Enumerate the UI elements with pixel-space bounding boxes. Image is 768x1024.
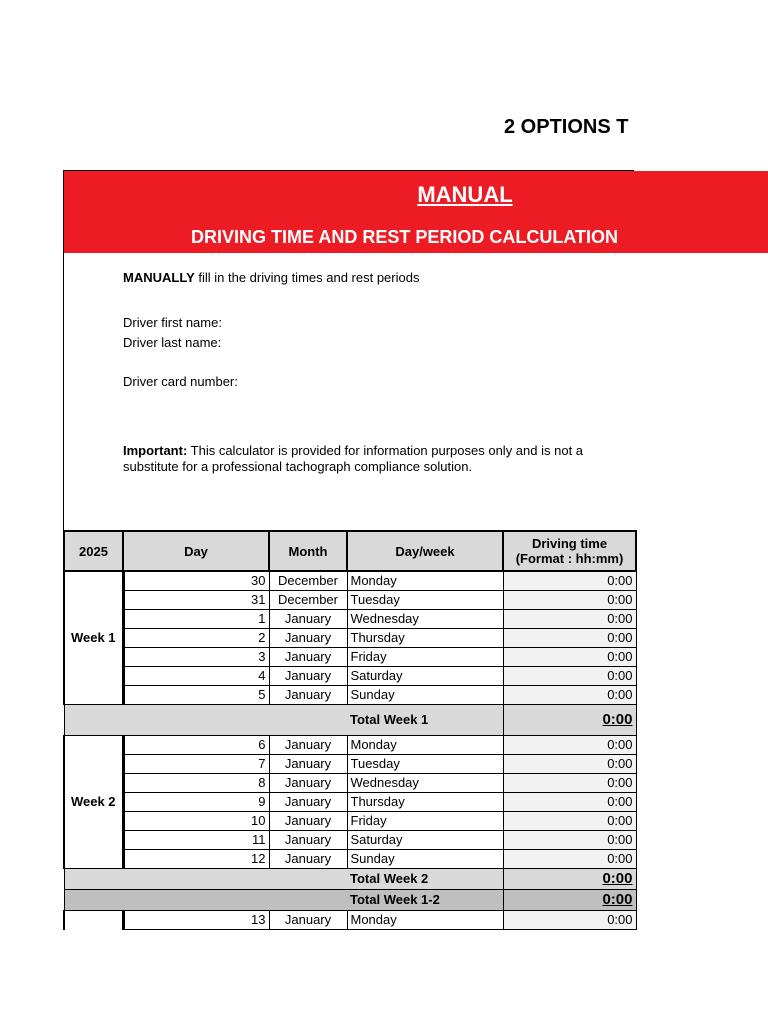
- dow-cell: Saturday: [347, 831, 503, 850]
- day-cell: 3: [123, 648, 269, 667]
- month-cell: December: [269, 571, 347, 591]
- driving-time-input[interactable]: 0:00: [503, 629, 636, 648]
- table-row: [64, 648, 636, 667]
- total-week-2-value: 0:00: [503, 869, 636, 890]
- month-cell: January: [269, 686, 347, 705]
- driving-time-input[interactable]: 0:00: [503, 610, 636, 629]
- banner-subtitle: DRIVING TIME AND REST PERIOD CALCULATION: [191, 227, 618, 247]
- total-week-2-row: [64, 869, 636, 890]
- driving-time-input[interactable]: 0:00: [503, 667, 636, 686]
- day-cell: 11: [123, 831, 269, 850]
- header-dayweek: Day/week: [347, 531, 503, 571]
- header-driving-time: [503, 531, 636, 571]
- page-heading: 2 OPTIONS T: [504, 116, 629, 138]
- day-cell: 7: [123, 755, 269, 774]
- total-week-1-2-label: Total Week 1-2: [347, 890, 503, 911]
- week-3-label: [64, 911, 123, 930]
- left-border: [63, 171, 64, 531]
- month-cell: January: [269, 911, 347, 930]
- first-name-field[interactable]: [123, 315, 222, 331]
- driving-time-input[interactable]: 0:00: [503, 736, 636, 755]
- table-row: [64, 667, 636, 686]
- day-cell: 1: [123, 610, 269, 629]
- dow-cell: Thursday: [347, 793, 503, 812]
- week-2-label: Week 2: [64, 736, 123, 869]
- table-row: [64, 774, 636, 793]
- month-cell: January: [269, 774, 347, 793]
- table-row: [64, 793, 636, 812]
- header-day: Day: [123, 531, 269, 571]
- month-cell: January: [269, 812, 347, 831]
- table-row: [64, 610, 636, 629]
- day-cell: 4: [123, 667, 269, 686]
- driving-time-input[interactable]: 0:00: [503, 571, 636, 591]
- day-cell: 13: [123, 911, 269, 930]
- table-row: [64, 812, 636, 831]
- last-name-field[interactable]: [123, 335, 221, 351]
- total-spacer: [64, 890, 347, 911]
- notice-bold: Important:: [123, 443, 188, 458]
- card-number-label: Driver card number:: [123, 374, 238, 389]
- notice-line1: This calculator is provided for information purposes only and is not a: [187, 443, 584, 458]
- dow-cell: Friday: [347, 812, 503, 831]
- table-row: [64, 736, 636, 755]
- day-cell: 2: [123, 629, 269, 648]
- day-cell: 12: [123, 850, 269, 869]
- table-row: [64, 571, 636, 591]
- week-1-label: Week 1: [64, 571, 123, 705]
- table-row: [64, 629, 636, 648]
- month-cell: January: [269, 850, 347, 869]
- driving-time-input[interactable]: 0:00: [503, 774, 636, 793]
- header-driving-line1: Driving time: [531, 536, 608, 551]
- day-cell: 5: [123, 686, 269, 705]
- month-cell: January: [269, 831, 347, 850]
- month-cell: January: [269, 667, 347, 686]
- dow-cell: Wednesday: [347, 774, 503, 793]
- instruction-text: [123, 270, 419, 286]
- total-week-1-2-value: 0:00: [503, 890, 636, 911]
- day-cell: 8: [123, 774, 269, 793]
- month-cell: January: [269, 629, 347, 648]
- driving-time-input[interactable]: 0:00: [503, 648, 636, 667]
- dow-cell: Wednesday: [347, 610, 503, 629]
- table-row: [64, 686, 636, 705]
- dow-cell: Saturday: [347, 667, 503, 686]
- driving-time-input[interactable]: 0:00: [503, 831, 636, 850]
- notice-line2: substitute for a professional tachograph compliance solution.: [123, 459, 473, 474]
- dow-cell: Sunday: [347, 850, 503, 869]
- banner-title: MANUAL: [417, 182, 513, 207]
- header-month: Month: [269, 531, 347, 571]
- driving-time-input[interactable]: 0:00: [503, 850, 636, 869]
- card-number-field[interactable]: [123, 374, 238, 390]
- total-week-2-label: Total Week 2: [347, 869, 503, 890]
- instruction-rest: fill in the driving times and rest periods: [194, 270, 420, 285]
- day-cell: 6: [123, 736, 269, 755]
- table-row: [64, 831, 636, 850]
- instruction-bold: MANUALLY: [123, 270, 195, 285]
- header-year: 2025: [64, 531, 123, 571]
- table-row: [64, 911, 636, 930]
- dow-cell: Sunday: [347, 686, 503, 705]
- driving-time-input[interactable]: 0:00: [503, 793, 636, 812]
- last-name-label: Driver last name:: [123, 335, 222, 350]
- dow-cell: Tuesday: [347, 591, 503, 610]
- total-week-1-value: 0:00: [503, 705, 636, 736]
- table-row: [64, 591, 636, 610]
- month-cell: December: [269, 591, 347, 610]
- month-cell: January: [269, 736, 347, 755]
- dow-cell: Monday: [347, 571, 503, 591]
- total-spacer: [64, 869, 347, 890]
- driving-time-input[interactable]: 0:00: [503, 911, 636, 930]
- table-header-row: [64, 531, 636, 571]
- driving-time-input[interactable]: 0:00: [503, 591, 636, 610]
- month-cell: January: [269, 648, 347, 667]
- total-week-1-row: [64, 705, 636, 736]
- driving-time-input[interactable]: 0:00: [503, 755, 636, 774]
- driving-time-input[interactable]: 0:00: [503, 686, 636, 705]
- header-driving-line2: (Format : hh:mm): [515, 551, 624, 566]
- month-cell: January: [269, 793, 347, 812]
- dow-cell: Monday: [347, 911, 503, 930]
- day-cell: 10: [123, 812, 269, 831]
- dow-cell: Tuesday: [347, 755, 503, 774]
- day-cell: 31: [123, 591, 269, 610]
- dow-cell: Friday: [347, 648, 503, 667]
- driving-time-input[interactable]: 0:00: [503, 812, 636, 831]
- total-week-1-label: Total Week 1: [347, 705, 503, 736]
- first-name-label: Driver first name:: [123, 315, 222, 330]
- total-spacer: [64, 705, 347, 736]
- dow-cell: Thursday: [347, 629, 503, 648]
- driving-time-table: [63, 530, 637, 930]
- month-cell: January: [269, 610, 347, 629]
- table-row: [64, 850, 636, 869]
- important-notice: [123, 443, 643, 475]
- day-cell: 30: [123, 571, 269, 591]
- total-week-1-2-row: [64, 890, 636, 911]
- day-cell: 9: [123, 793, 269, 812]
- month-cell: January: [269, 755, 347, 774]
- table-row: [64, 755, 636, 774]
- dow-cell: Monday: [347, 736, 503, 755]
